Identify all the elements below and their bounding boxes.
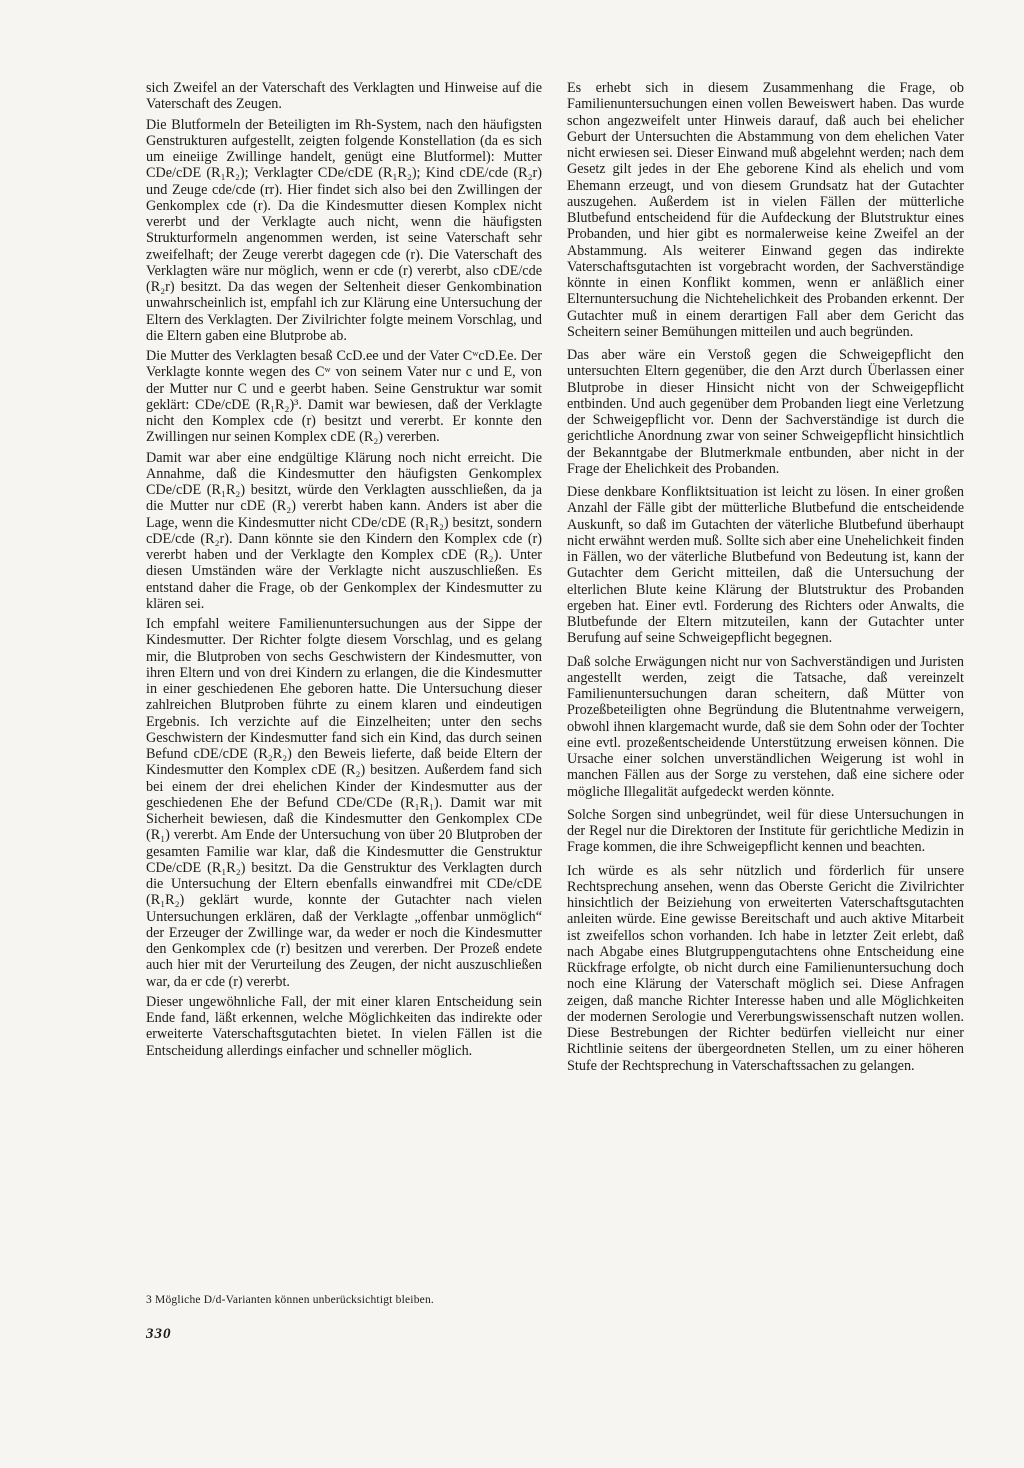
footnote: 3 Mögliche D/d-Varianten können unberücksichtigt bleiben.	[146, 1294, 434, 1306]
paragraph: Es erhebt sich in diesem Zusammenhang die Frage, ob Familienuntersuchungen einen vollen Beweiswert haben. Das wurde schon angezweifelt unter Hinweis darauf, daß auch bei ehelicher Geburt der Untersuchten die Abstammung von dem ehelichen Vater nicht erwiesen sei. Dieser Einwand muß abgelehnt werden; nach dem Gesetz gilt jedes in der Ehe geborene Kind als ehelich und vom Ehemann erzeugt, und von diesem Grundsatz hat der Gutachter auszugehen. Außerdem ist in vielen Fällen der mütterliche Blutbefund entscheidend für die Aufdeckung der Blutstruktur eines Probanden, und hier gibt es normalerweise keine Zweifel an der Abstammung. Als weiterer Einwand gegen das indirekte Vaterschaftsgutachten ist vorgebracht worden, der Sachverständige könnte in einen Konflikt kommen, wenn er anläßlich einer Elternuntersuchung die Nichtehelichkeit des Probanden erkennt. Der Gutachter muß in einem derartigen Fall aber dem Gericht das Scheitern seiner Bemühungen mitteilen und auch begründen.	[567, 80, 964, 340]
paragraph: Ich empfahl weitere Familienuntersuchungen aus der Sippe der Kindesmutter. Der Richter folgte diesem Vorschlag, und es gelang mir, die Blutproben von sechs Geschwistern der Kindesmutter, von ihren Eltern und von drei Kindern zu erlangen, die die Kindesmutter in einer geschiedenen Ehe geboren hatte. Die Untersuchung dieser zahlreichen Blutproben führte zu einem klaren und eindeutigen Ergebnis. Ich verzichte auf die Einzelheiten; unter den sechs Geschwistern der Kindesmutter fand sich ein Kind, das durch seinen Befund cDE/cDE (R₂R₂) den Beweis lieferte, daß beide Eltern der Kindesmutter den Komplex cDE (R₂) besitzen. Außerdem fand sich bei einem der drei ehelichen Kinder der Kindesmutter aus der geschiedenen Ehe der Befund CDe/CDe (R₁R₁). Damit war mit Sicherheit bewiesen, daß die Kindesmutter den Genkomplex CDe (R₁) vererbt. Am Ende der Untersuchung von über 20 Blutproben der gesamten Familie war klar, daß die Kindesmutter die Genstruktur CDe/cDE (R₁R₂) besitzt. Da die Genstruktur des Verklagten durch die Untersuchung der Eltern ebenfalls einwandfrei mit CDe/cDE (R₁R₂) geklärt wurde, konnte der Gutachter nach vielen Untersuchungen erklären, daß der Verklagte „offenbar unmöglich“ der Erzeuger der Zwillinge war, da weder er noch die Kindesmutter den Genkomplex cde (r) besitzen und vererben. Der Prozeß endete auch hier mit der Verurteilung des Zeugen, der nicht auszuschließen war, da er cde (r) vererbt.	[146, 616, 542, 990]
paragraph: Ich würde es als sehr nützlich und förderlich für unsere Rechtsprechung ansehen, wenn das Oberste Gericht die Zivilrichter hinsichtlich der Beiziehung von erweiterten Vaterschaftsgutachten anleiten würde. Eine gewisse Bereitschaft und auch aktive Mitarbeit ist zweifellos schon vorhanden. Ich habe in letzter Zeit erlebt, daß nach Abgabe eines Blutgruppengutachtens ohne Entscheidung eine Rückfrage erfolgte, ob nicht durch eine Familienuntersuchung doch noch eine Klärung der Vaterschaft möglich sei. Diese Anfragen zeigen, daß manche Richter Interesse haben und alle Möglichkeiten der modernen Serologie und Vererbungswissenschaft nutzen wollen. Diese Bestrebungen der Richter bedürfen vielleicht nur einer Richtlinie seitens der übergeordneten Stellen, um zu einer höheren Stufe der Rechtsprechung in Vaterschaftssachen zu gelangen.	[567, 862, 964, 1074]
paragraph: Die Blutformeln der Beteiligten im Rh-System, nach den häufigsten Genstrukturen aufgestellt, zeigten folgende Konstellation (da es sich um eineiige Zwillinge handelt, genügt eine Blutformel): Mutter CDe/cDE (R₁R₂); Verklagter CDe/cDE (R₁R₂); Kind cDE/cde (R₂r) und Zeuge cde/cde (rr). Hier findet sich also bei den Zwillingen der Genkomplex cde (r). Da die Kindesmutter diesen Komplex nicht vererbt und der Verklagte auch nicht, wenn die häufigsten Strukturformeln angenommen werden, ist seine Vaterschaft sehr zweifelhaft; der Zeuge vererbt dagegen cde (r). Die Vaterschaft des Verklagten wäre nur möglich, wenn er cde (r) vererbt, also cDE/cde (R₂r) besitzt. Da das wegen der Seltenheit dieser Genkombination unwahrscheinlich ist, empfahl ich zur Klärung eine Untersuchung der Eltern des Verklagten. Der Zivilrichter folgte meinem Vorschlag, und die Eltern gaben eine Blutprobe ab.	[146, 116, 542, 344]
paragraph: Solche Sorgen sind unbegründet, weil für diese Untersuchungen in der Regel nur die Direktoren der Institute für gerichtliche Medizin in Frage kommen, die ihre Schweigepflicht kennen und beachten.	[567, 806, 964, 856]
paragraph: Das aber wäre ein Verstoß gegen die Schweigepflicht den untersuchten Eltern gegenüber, die den Arzt durch Überlassen einer Blutprobe in dieser Hinsicht nicht von der Schweigepflicht entbinden. Und auch gegenüber dem Probanden liegt eine Verletzung der Schweigepflicht vor. Denn der Sachverständige ist durch die gerichtliche Anordnung zwar von seiner Schweigepflicht hinsichtlich der Bekanntgabe der Blutmerkmale entbunden, aber nicht in der Frage der Ehelichkeit des Probanden.	[567, 347, 964, 477]
paragraph: Damit war aber eine endgültige Klärung noch nicht erreicht. Die Annahme, daß die Kindesmutter den häufigsten Genkomplex CDe/cDE (R₁R₂) besitzt, würde den Verklagten ausschließen, da ja die Mutter nur cDE (R₂) vererbt haben kann. Anders ist aber die Lage, wenn die Kindesmutter nicht CDe/cDE (R₁R₂) besitzt, sondern cDE/cde (R₂r). Dann könnte sie den Kindern den Komplex cde (r) vererbt haben und der Verklagte den Komplex cDE (R₂). Unter diesen Umständen wäre der Verklagte nicht auszuschließen. Es entstand daher die Frage, ob der Genkomplex der Kindesmutter zu klären sei.	[146, 449, 542, 612]
paragraph: Dieser ungewöhnliche Fall, der mit einer klaren Entscheidung sein Ende fand, läßt erkennen, welche Möglichkeiten das indirekte oder erweiterte Vaterschaftsgutachten bietet. In vielen Fällen ist die Entscheidung allerdings einfacher und schneller möglich.	[146, 993, 542, 1059]
page-number: 330	[146, 1326, 172, 1342]
left-column	[146, 80, 542, 1063]
paragraph: sich Zweifel an der Vaterschaft des Verklagten und Hinweise auf die Vaterschaft des Zeugen.	[146, 80, 542, 113]
right-column	[567, 80, 964, 1081]
paragraph: Diese denkbare Konfliktsituation ist leicht zu lösen. In einer großen Anzahl der Fälle gibt der mütterliche Blutbefund die entscheidende Auskunft, so daß im Gutachten der väterliche Blutbefund überhaupt nicht erwähnt werden muß. Sollte sich aber eine Unehelichkeit finden in Fällen, wo der väterliche Blutbefund von Bedeutung ist, kann der Gutachter dem Gericht mitteilen, daß die Untersuchung der elterlichen Blute keine Klärung der Blutstruktur des Probanden ergeben hat. Einer evtl. Forderung des Richters oder Anwalts, die Blutbefunde der Eltern mitzuteilen, kann der Gutachter unter Berufung auf seine Schweigepflicht begegnen.	[567, 484, 964, 647]
paragraph: Die Mutter des Verklagten besaß CcD.ee und der Vater CʷcD.Ee. Der Verklagte konnte wegen des Cʷ von seinem Vater nur c und E, von der Mutter nur C und e geerbt haben. Seine Genstruktur war somit geklärt: CDe/cDE (R₁R₂)³. Damit war bewiesen, daß der Verklagte nicht den Komplex cde (r) besitzt und vererbt. Er konnte den Zwillingen nur seinen Komplex cDE (R₂) vererben.	[146, 348, 542, 446]
paragraph: Daß solche Erwägungen nicht nur von Sachverständigen und Juristen angestellt werden, zeigt die Tatsache, daß vereinzelt Familienuntersuchungen daran scheitern, daß Mütter von Prozeßbeteiligten ohne Begründung die Blutentnahme verweigern, obwohl ihnen klargemacht wurde, daß sie dem Sohn oder der Tochter eine evtl. prozeßentscheidende Unterstützung erweisen können. Die Ursache einer solchen unverständlichen Weigerung ist wohl in manchen Fällen aus der Sorge zu verstehen, daß eine sichere oder mögliche Illegalität aufgedeckt werden könnte.	[567, 653, 964, 800]
